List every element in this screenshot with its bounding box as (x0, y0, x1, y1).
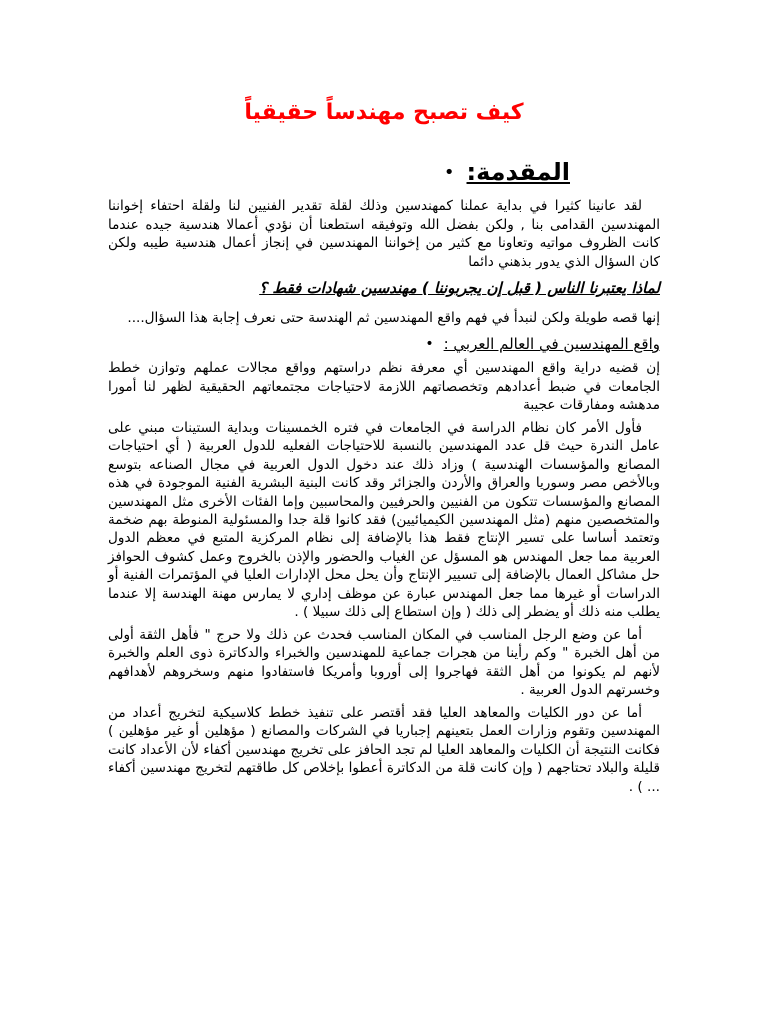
question-line: لماذا يعتبرنا الناس ( قبل إن يجربوننا ) مهندسين شهادات فقط ؟ (259, 279, 660, 298)
intro-heading-row (108, 158, 570, 187)
paragraph-6: أما عن دور الكليات والمعاهد العليا فقد أقتصر على تنفيذ خطط كلاسيكية لتخريج أعداد من المهندسين وتقوم وزارات العمل بتعينهم إجباريا في الشركات والمصانع ( مؤهلين أو غير مؤهلين ) فكانت النتيجة أن الكليات والمعاهد العليا لم تجد الحافز على تخريج مهندسين أكفاء لأن الأعداد كانت قليلة والبلاد تحتاجهم ( وإن كانت قلة من الدكاترة أعطوا بإخلاص كل طاقتهم لتخريج مهندسين أكفاء ... ) . (108, 704, 660, 795)
bullet-icon: • (425, 336, 434, 353)
intro-heading: المقدمة: (466, 158, 570, 187)
bullet-icon: • (443, 161, 455, 183)
document-title: كيف تصبح مهندساً حقيقياً (244, 100, 524, 125)
subheading-row (108, 335, 660, 353)
paragraph-1: لقد عانينا كثيرا في بداية عملنا كمهندسين وذلك لقلة تقدير الفنيين لنا ولقلة احتفاء إخواننا المهندسين القدامى بنا , ولكن بفضل الله وتوفيقه استطعنا أن نؤدي أعمالا هندسية جيده عندما كانت الظروف مواتيه وتعاونا مع كثير من إخواننا المهندسين في إنجاز أعمال هندسية طيبه ولكن كان السؤال الذي يدور بذهني دائما (108, 198, 660, 270)
paragraph-4: فأول الأمر كان نظام الدراسة في الجامعات في فتره الخمسينات وبداية الستينات مبني على عامل الندرة حيث قل عدد المهندسين بالنسبة للاحتياجات الفعليه للدول العربية ( أي احتياجات المصانع والمؤسسات الهندسية ) وزاد ذلك عند دخول الدول العربية في مجال الصناعه بتوسع وبالأخص مصر وسوريا والعراق والأردن والجزائر وقد كانت البنية البشرية الفنية الموجودة في هذه المصانع والمؤسسات تتكون من الفنيين والحرفيين والمحاسبين وإما الفئات الأخرى مثل المهندسين والمتخصصين منهم (مثل المهندسين الكيميائيين) فقد كانوا قلة جدا والمسئولية المنوطة بهم ضخمة وتعتمد أساسا على تسير الإنتاج فقط هذا بالإضافة إلى نظام المركزية المتبع في معظم الدول العربية مما جعل المهندس هو المسؤل عن الغياب والحضور والإذن بالخروج وعمل كشوف الحوافز حل مشاكل العمال بالإضافة إلى تسيير الإنتاج وأن يحل محل الإدارات العليا في المؤتمرات الفنية أو الدراسات أو غيرها مما جعل المهندس عبارة عن موظف إداري لا يمارس مهنة الهندسة إلا عندما يطلب منه ذلك أو يضطر إلى ذلك ( وإن استطاع إلى ذلك سبيلا ) . (108, 419, 660, 621)
paragraph-2: إنها قصه طويلة ولكن لنبدأ في فهم واقع المهندسين ثم الهندسة حتى نعرف إجابة هذا السؤال.... (127, 309, 660, 326)
subheading-arab-world: واقع المهندسين في العالم العربي : (443, 335, 660, 354)
paragraph-3: إن قضيه دراية واقع المهندسين أي معرفة نظم دراستهم وواقع مجالات عملهم وتوازن خطط الجامعات في ضبط أعدادهم وتخصصاتهم اللازمة لاحتياجات مجتمعاتهم الحقيقية لظهر لنا أمورا مدهشه ومفارقات عجيبة (108, 360, 660, 414)
paragraph-5: أما عن وضع الرجل المناسب في المكان المناسب فحدث عن ذلك ولا حرج " فأهل الثقة أولى من أهل الخبرة " وكم رأينا من هجرات جماعية للمهندسين والخبراء والدكاترة ذوى العلم والخبرة لأنهم لم يكونوا من أهل الثقة فهاجروا إلى أوروبا وأمريكا فاستفادوا منهم وسخروهم لأهدافهم وخسرتهم الدول العربية . (108, 626, 660, 699)
document-page (108, 90, 660, 990)
